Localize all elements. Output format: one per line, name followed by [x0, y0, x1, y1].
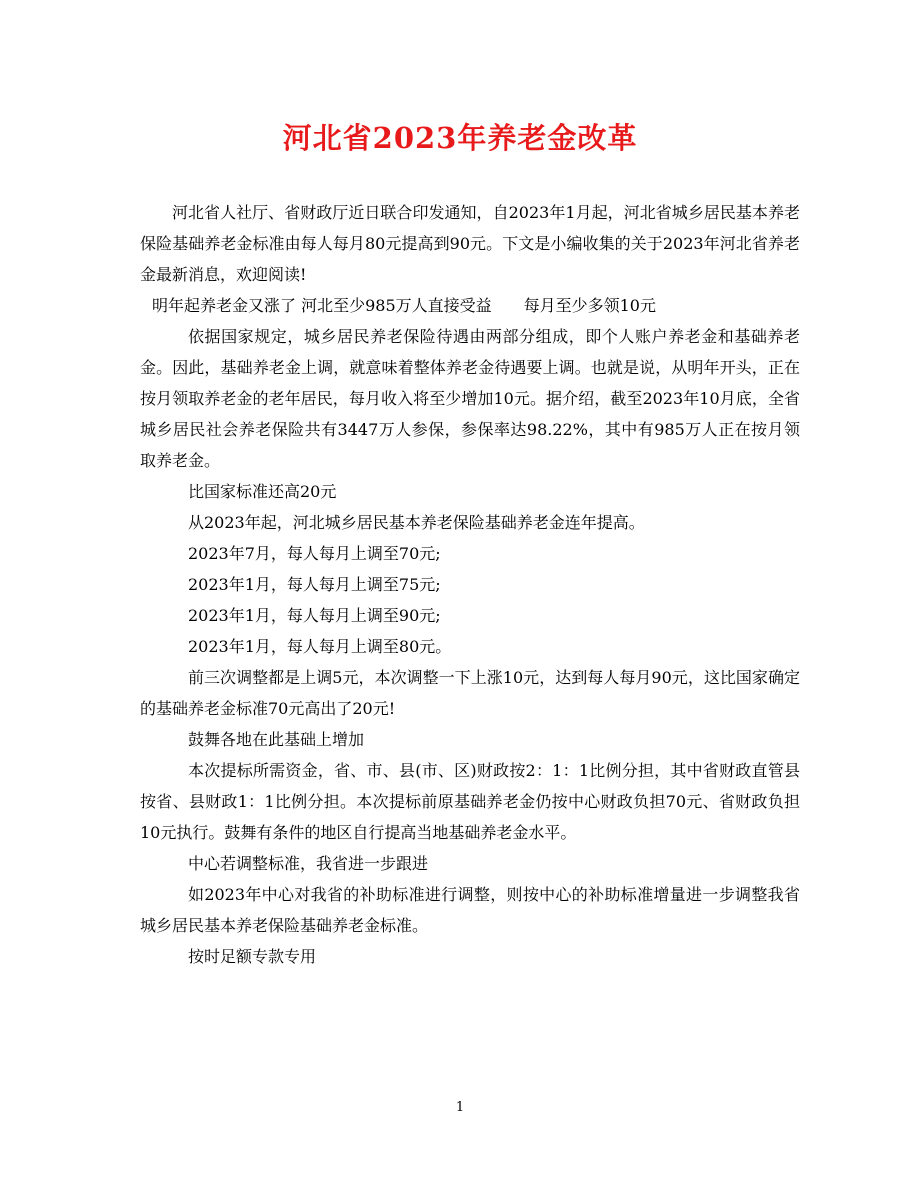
- paragraph-headline: 明年起养老金又涨了 河北至少985万人直接受益 每月至少多领10元: [152, 296, 656, 315]
- paragraph-follow-up: 如2023年中心对我省的补助标准进行调整，则按中心的补助标准增量进一步调整我省城乡居民基本养老保险基础养老金标准。: [140, 885, 800, 935]
- paragraph-regulation: 依据国家规定，城乡居民养老保险待遇由两部分组成，即个人账户养老金和基础养老金。因此，基础养老金上调，就意味着整体养老金待遇要上调。也就是说，从明年开头，正在按月领取养老金的老年居民，每月收入将至少增加10元。据介绍，截至2023年10月底，全省城乡居民社会养老保险共有3447万人参保，参保率达98.22%，其中有985万人正在按月领取养老金。: [140, 327, 800, 470]
- section-heading-national-standard: 比国家标准还高20元: [188, 482, 337, 501]
- list-item-adjustment-1: 2023年7月，每人每月上调至70元;: [188, 544, 441, 563]
- paragraph-funding: 本次提标所需资金，省、市、县(市、区)财政按2：1：1比例分担，其中省财政直管县按省、县财政1：1比例分担。本次提标前原基础养老金仍按中心财政负担70元、省财政负担10元执行。鼓舞有条件的地区自行提高当地基础养老金水平。: [140, 761, 800, 842]
- document-title: 河北省2023年养老金改革: [282, 121, 638, 155]
- list-item-adjustment-4: 2023年1月，每人每月上调至80元。: [188, 637, 452, 656]
- section-heading-encourage: 鼓舞各地在此基础上增加: [188, 730, 365, 749]
- document-body: [140, 197, 800, 972]
- list-item-adjustment-2: 2023年1月，每人每月上调至75元;: [188, 575, 441, 594]
- paragraph-annual-increase: 从2023年起，河北城乡居民基本养老保险基础养老金连年提高。: [188, 513, 645, 532]
- paragraph-intro: 河北省人社厅、省财政厅近日联合印发通知，自2023年1月起，河北省城乡居民基本养老保险基础养老金标准由每人每月80元提高到90元。下文是小编收集的关于2023年河北省养老金最新消息，欢迎阅读!: [140, 203, 800, 284]
- paragraph-comparison: 前三次调整都是上调5元，本次调整一下上涨10元，达到每人每月90元，这比国家确定的基础养老金标准70元高出了20元!: [140, 668, 800, 718]
- section-heading-special-funds: 按时足额专款专用: [188, 947, 317, 966]
- section-heading-follow-up: 中心若调整标准，我省进一步跟进: [188, 854, 429, 873]
- page-number: 1: [455, 1100, 465, 1115]
- list-item-adjustment-3: 2023年1月，每人每月上调至90元;: [188, 606, 441, 625]
